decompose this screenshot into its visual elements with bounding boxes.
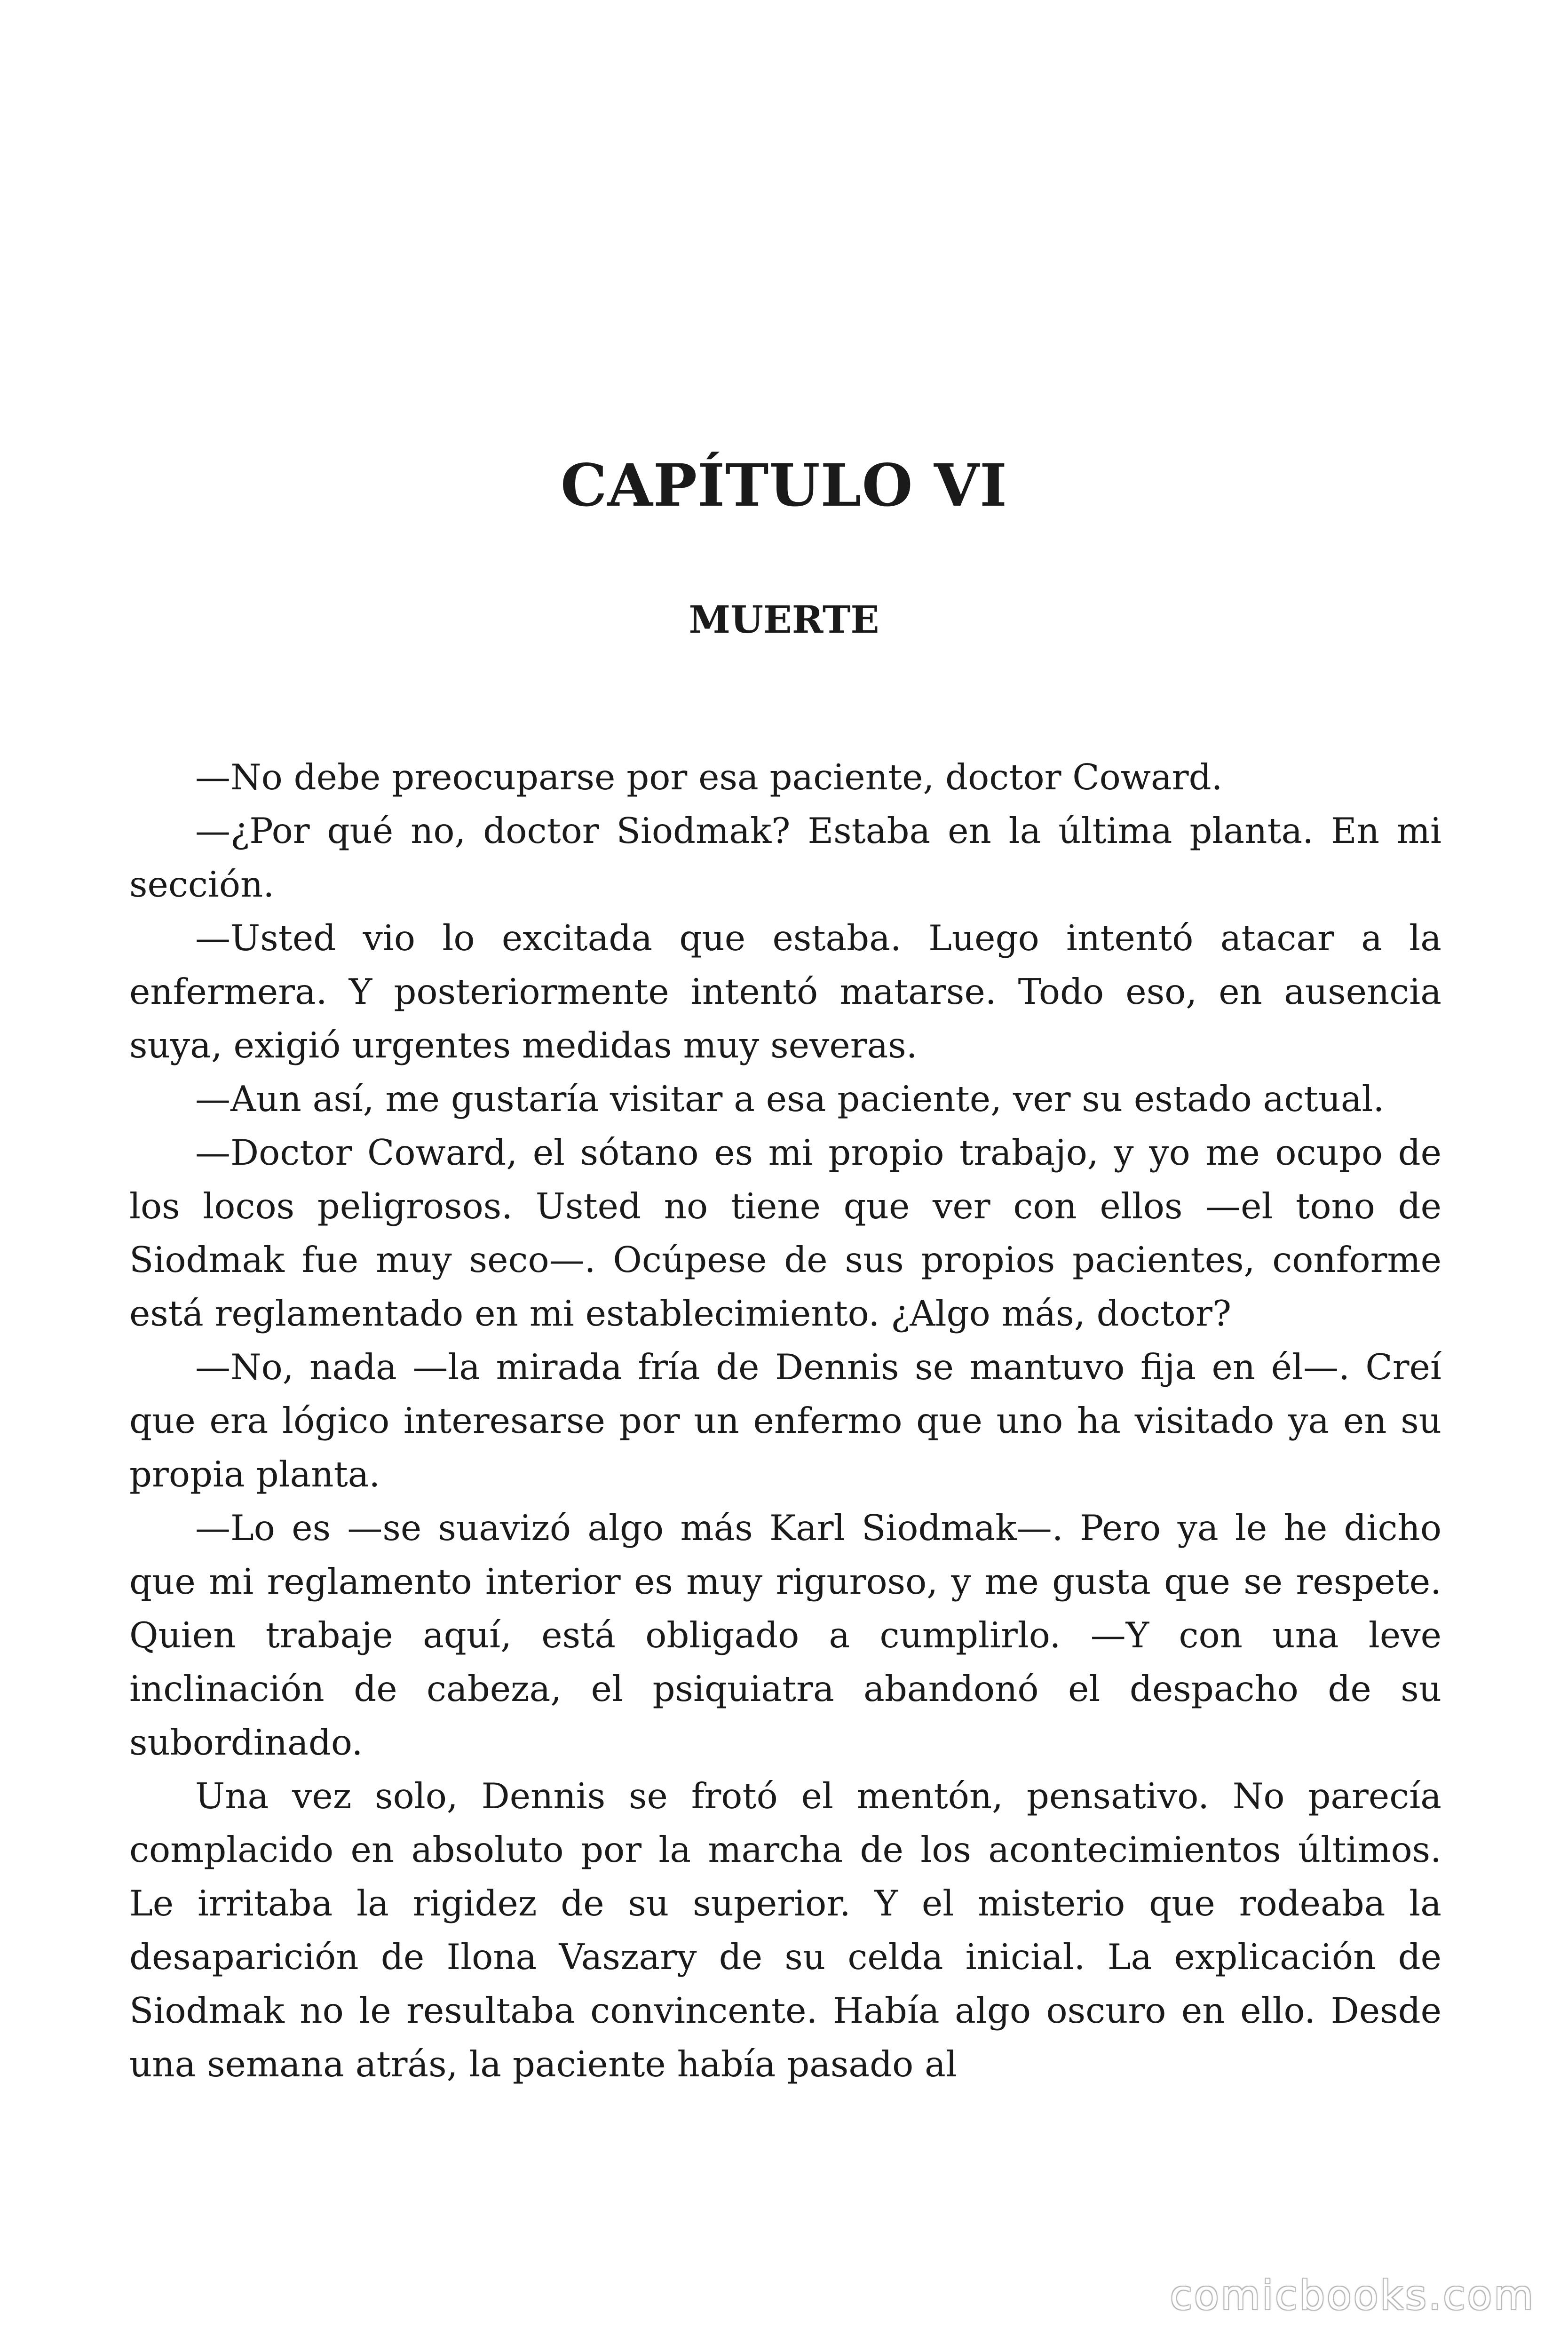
chapter-subtitle: MUERTE bbox=[689, 597, 879, 642]
chapter-title: CAPÍTULO VI bbox=[560, 452, 1008, 520]
paragraph: —Usted vio lo excitada que estaba. Luego intentó atacar a la enfermera. Y posteriormente intentó matarse. Todo eso, en ausencia suya, exigió urgentes medidas muy severas. bbox=[129, 917, 1441, 1066]
paragraph: —No debe preocuparse por esa paciente, doctor Coward. bbox=[195, 756, 1223, 798]
paragraph: Una vez solo, Dennis se frotó el mentón, pensativo. No parecía complacido en absoluto por la marcha de los acontecimientos últimos. Le irritaba la rigidez de su superior. Y el misterio que rodeaba la desaparición de Ilona Vaszary de su celda inicial. La explicación de Siodmak no le resultaba convincente. Había algo oscuro en ello. Desde una semana atrás, la paciente había pasado al bbox=[129, 1775, 1441, 2085]
paragraph: —¿Por qué no, doctor Siodmak? Estaba en la última planta. En mi sección. bbox=[129, 810, 1441, 905]
paragraph: —Aun así, me gustaría visitar a esa paciente, ver su estado actual. bbox=[195, 1078, 1385, 1120]
paragraph: —Lo es —se suavizó algo más Karl Siodmak—. Pero ya le he dicho que mi reglamento interior es muy riguroso, y me gusta que se respete. Quien trabaje aquí, está obligado a cumplirlo. —Y con una leve inclinación de cabeza, el psiquiatra abandonó el despacho de su subordinado. bbox=[129, 1507, 1441, 1763]
watermark: comicbooks.com bbox=[1170, 2272, 1535, 2319]
paragraph: —Doctor Coward, el sótano es mi propio trabajo, y yo me ocupo de los locos peligrosos. Usted no tiene que ver con ellos —el tono de Siodmak fue muy seco—. Ocúpese de sus propios pacientes, conforme está reglamentado en mi establecimiento. ¿Algo más, doctor? bbox=[129, 1132, 1441, 1334]
paragraph: —No, nada —la mirada fría de Dennis se mantuvo fija en él—. Creí que era lógico interesarse por un enfermo que uno ha visitado ya en su propia planta. bbox=[129, 1346, 1441, 1495]
body-text bbox=[129, 750, 1441, 2091]
